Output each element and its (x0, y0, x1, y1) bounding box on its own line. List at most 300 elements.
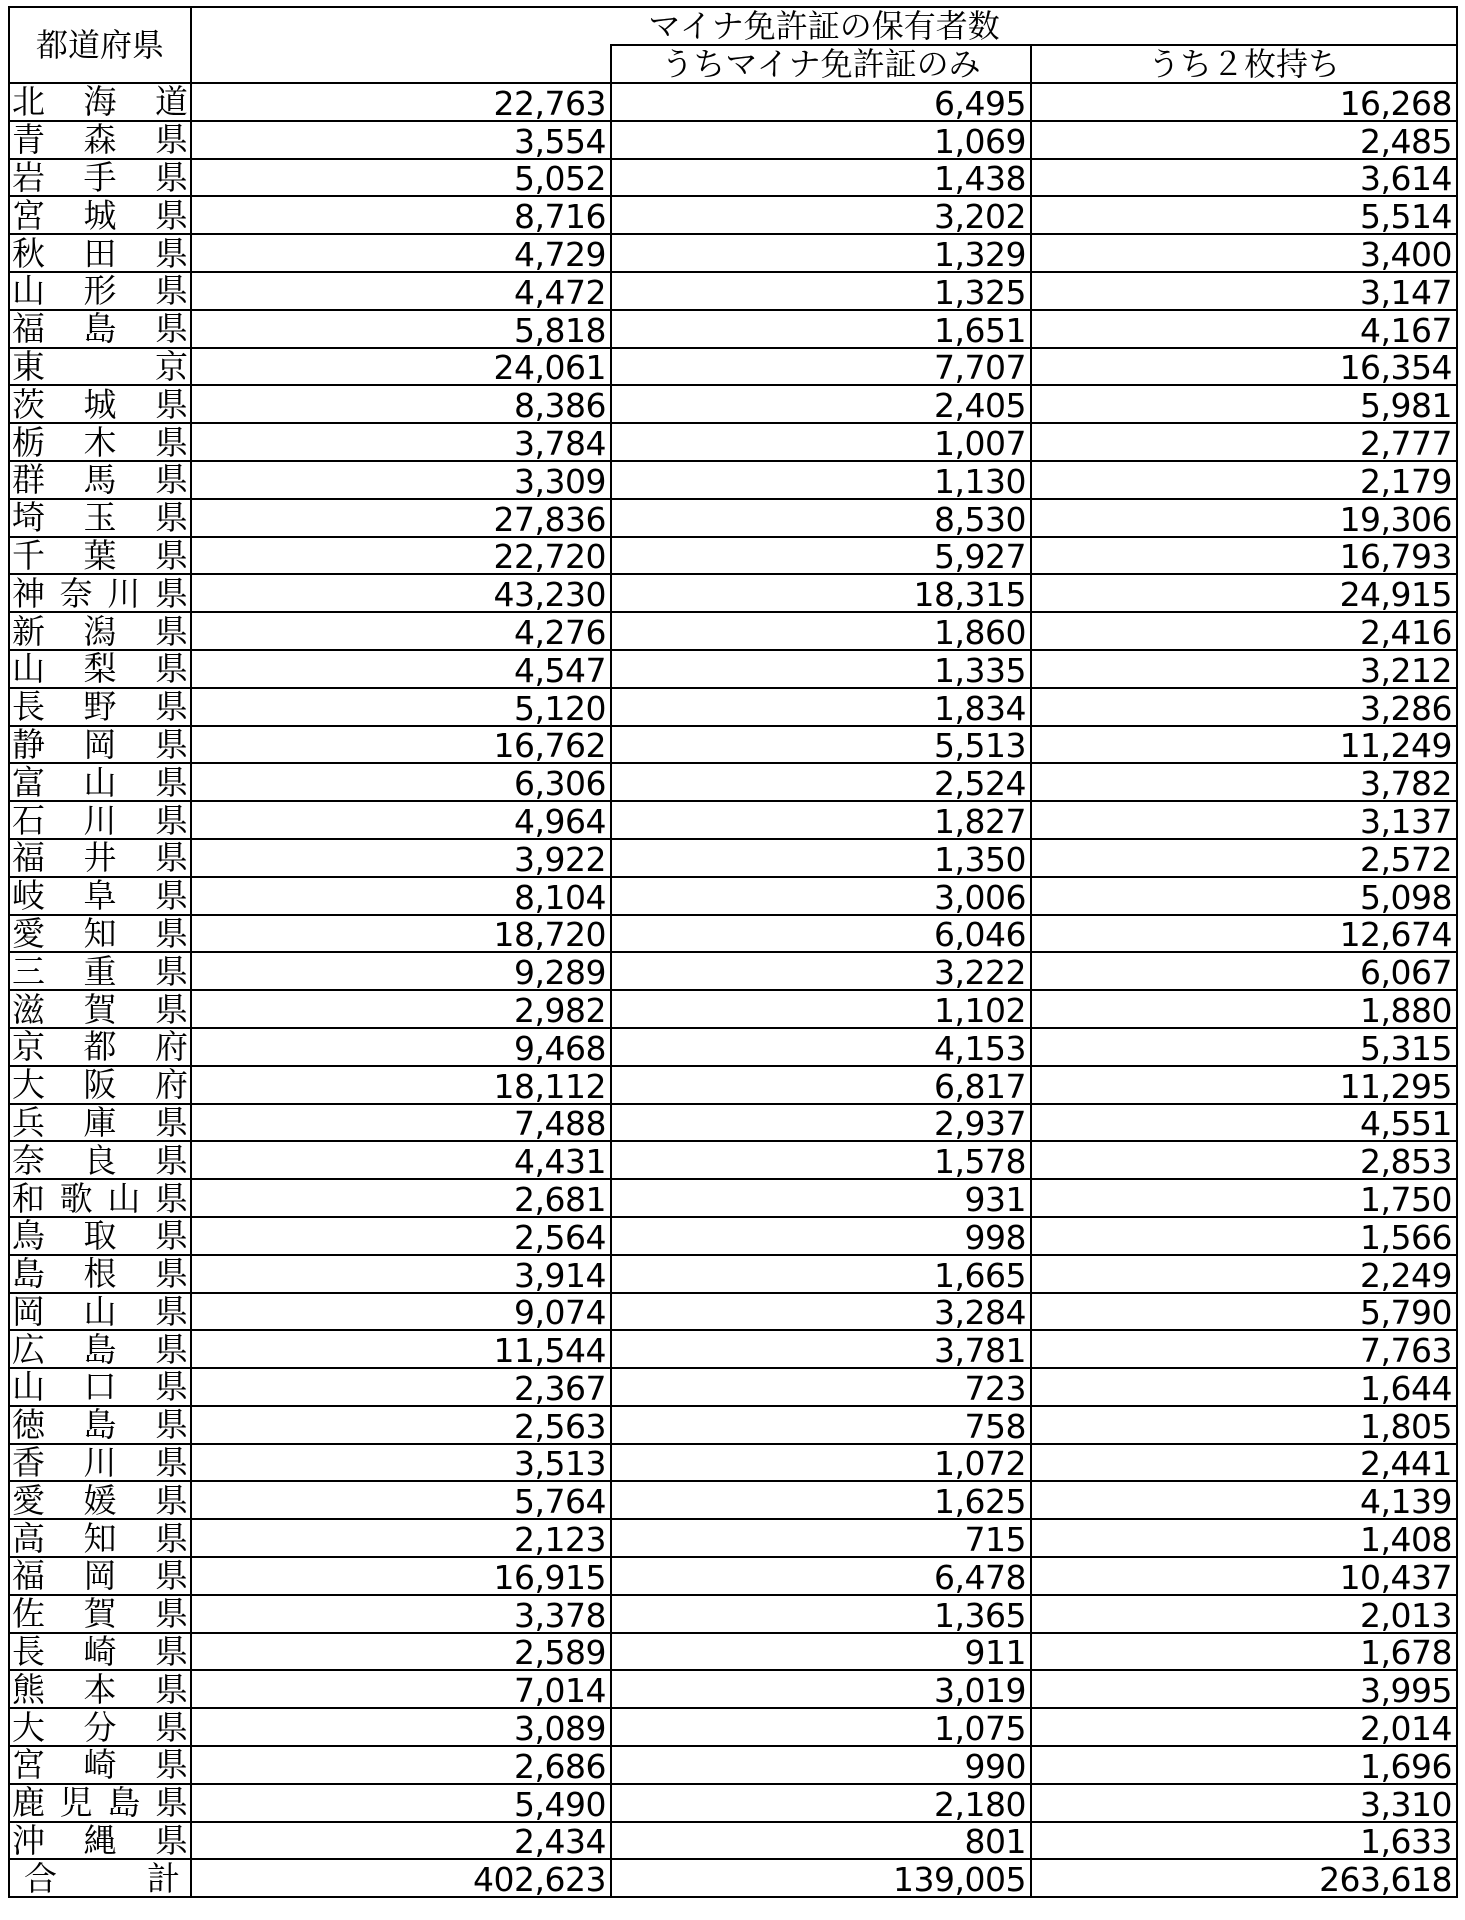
prefecture-cell (9, 990, 191, 1028)
prefecture-name (12, 649, 190, 688)
only-cell: 6,817 (611, 1066, 1031, 1104)
only-cell: 1,860 (611, 612, 1031, 650)
prefecture-char: 県 (155, 990, 188, 1028)
table-row (9, 1330, 1457, 1368)
prefecture-cell (9, 1368, 191, 1406)
table-row (9, 1444, 1457, 1482)
prefecture-name (12, 725, 190, 764)
prefecture-char: 県 (155, 271, 188, 310)
prefecture-holders-table (8, 6, 1458, 1898)
prefecture-char: 形 (83, 271, 117, 310)
only-cell: 1,834 (611, 688, 1031, 726)
prefecture-name (12, 1179, 190, 1217)
prefecture-char: 県 (155, 725, 188, 764)
prefecture-name (12, 952, 190, 991)
both-cell: 1,566 (1031, 1217, 1457, 1255)
prefecture-char: 口 (83, 1368, 117, 1406)
prefecture-char: 兵 (12, 1103, 45, 1142)
prefecture-char: 県 (155, 952, 188, 991)
prefecture-char: 佐 (12, 1594, 45, 1633)
both-cell: 5,098 (1031, 877, 1457, 915)
header-both: うち２枚持ち (1031, 45, 1457, 83)
both-cell: 16,793 (1031, 537, 1457, 575)
total-cell: 3,922 (191, 839, 611, 877)
prefecture-char: 県 (155, 1670, 188, 1709)
prefecture-char: 熊 (12, 1670, 45, 1709)
prefecture-char: 取 (83, 1216, 117, 1255)
total-cell: 2,681 (191, 1179, 611, 1217)
prefecture-char: 鹿 (12, 1783, 45, 1822)
table-row (9, 1595, 1457, 1633)
prefecture-char: 府 (155, 1065, 188, 1104)
prefecture-char: 県 (154, 574, 188, 613)
prefecture-name (12, 1670, 190, 1709)
only-cell: 2,524 (611, 763, 1031, 801)
prefecture-char: 山 (12, 649, 45, 688)
both-cell: 2,179 (1031, 461, 1457, 499)
total-cell: 22,763 (191, 83, 611, 121)
prefecture-char: 島 (12, 1254, 45, 1293)
prefecture-char: 川 (83, 1443, 117, 1482)
prefecture-cell (9, 385, 191, 423)
only-cell: 7,707 (611, 348, 1031, 386)
both-cell: 5,514 (1031, 196, 1457, 234)
only-cell: 931 (611, 1179, 1031, 1217)
prefecture-char: 愛 (12, 1481, 45, 1520)
prefecture-char: 手 (83, 158, 117, 197)
total-cell: 5,120 (191, 688, 611, 726)
prefecture-char: 知 (83, 1519, 117, 1558)
both-cell: 3,147 (1031, 272, 1457, 310)
both-cell: 16,268 (1031, 83, 1457, 121)
only-cell: 1,075 (611, 1708, 1031, 1746)
both-cell: 3,400 (1031, 234, 1457, 272)
prefecture-char: 県 (155, 196, 188, 235)
prefecture-char: 阪 (83, 1065, 117, 1104)
total-label-char: 計 (147, 1859, 180, 1898)
prefecture-cell (9, 348, 191, 386)
only-cell: 1,665 (611, 1255, 1031, 1293)
prefecture-char: 県 (155, 1254, 188, 1293)
only-cell: 6,046 (611, 915, 1031, 953)
prefecture-cell (9, 839, 191, 877)
header-holders: マイナ免許証の保有者数 (191, 7, 1457, 45)
prefecture-char: 川 (83, 801, 117, 839)
prefecture-char: 岡 (83, 1557, 117, 1595)
total-cell: 3,089 (191, 1708, 611, 1746)
table-row (9, 159, 1457, 197)
table-row (9, 196, 1457, 234)
total-cell: 4,431 (191, 1141, 611, 1179)
total-cell: 4,729 (191, 234, 611, 272)
prefecture-name (12, 1746, 190, 1784)
both-cell: 11,249 (1031, 726, 1457, 764)
prefecture-char: 福 (12, 838, 45, 877)
prefecture-char: 宮 (12, 1746, 45, 1784)
prefecture-char: 大 (12, 1065, 45, 1104)
prefecture-name (12, 536, 190, 575)
prefecture-char: 城 (83, 196, 117, 235)
only-cell: 1,651 (611, 310, 1031, 348)
total-cell: 4,276 (191, 612, 611, 650)
only-cell: 8,530 (611, 499, 1031, 537)
both-cell: 1,633 (1031, 1822, 1457, 1860)
both-cell: 5,790 (1031, 1293, 1457, 1331)
prefecture-char: 県 (155, 763, 188, 802)
prefecture-cell (9, 1028, 191, 1066)
prefecture-char: 都 (83, 1027, 117, 1066)
prefecture-cell (9, 612, 191, 650)
prefecture-name (12, 1103, 190, 1142)
both-cell: 19,306 (1031, 499, 1457, 537)
both-cell: 1,678 (1031, 1633, 1457, 1671)
prefecture-char: 県 (155, 1557, 188, 1595)
prefecture-char: 賀 (83, 1594, 117, 1633)
both-cell: 1,880 (1031, 990, 1457, 1028)
prefecture-char: 山 (12, 271, 45, 310)
prefecture-cell (9, 1255, 191, 1293)
prefecture-char: 富 (12, 763, 45, 802)
table-row (9, 461, 1457, 499)
prefecture-cell (9, 650, 191, 688)
total-cell: 2,434 (191, 1822, 611, 1860)
prefecture-name (12, 1632, 190, 1671)
total-cell: 5,490 (191, 1784, 611, 1822)
prefecture-char: 県 (155, 1330, 188, 1369)
only-cell: 1,625 (611, 1481, 1031, 1519)
prefecture-name (12, 1708, 190, 1747)
prefecture-char: 県 (155, 649, 188, 688)
only-cell: 3,222 (611, 952, 1031, 990)
prefecture-cell (9, 801, 191, 839)
both-cell: 3,212 (1031, 650, 1457, 688)
prefecture-char: 歌 (59, 1179, 93, 1217)
prefecture-name (12, 234, 190, 272)
prefecture-cell (9, 272, 191, 310)
table-row (9, 1104, 1457, 1142)
prefecture-char: 島 (107, 1783, 141, 1822)
prefecture-char: 県 (155, 1216, 188, 1255)
prefecture-name (12, 1027, 190, 1066)
prefecture-cell (9, 159, 191, 197)
prefecture-char: 山 (12, 1368, 45, 1406)
prefecture-char: 県 (155, 536, 188, 575)
prefecture-name (12, 120, 190, 159)
only-cell: 5,927 (611, 537, 1031, 575)
prefecture-char: 重 (83, 952, 117, 991)
prefecture-cell (9, 1822, 191, 1860)
only-cell: 1,325 (611, 272, 1031, 310)
prefecture-char: 県 (155, 1481, 188, 1520)
prefecture-char: 神 (12, 574, 45, 613)
prefecture-char: 知 (83, 914, 117, 953)
total-cell: 16,762 (191, 726, 611, 764)
prefecture-char: 奈 (12, 1141, 45, 1180)
total-cell: 9,468 (191, 1028, 611, 1066)
total-cell: 2,563 (191, 1406, 611, 1444)
prefecture-char: 県 (155, 687, 188, 726)
table-row (9, 1557, 1457, 1595)
prefecture-char: 県 (155, 612, 188, 650)
table-row (9, 801, 1457, 839)
prefecture-cell (9, 1066, 191, 1104)
table-row (9, 1670, 1457, 1708)
both-cell: 2,777 (1031, 423, 1457, 461)
prefecture-name (12, 1821, 190, 1860)
prefecture-char: 広 (12, 1330, 45, 1369)
table-row (9, 1293, 1457, 1331)
prefecture-char: 県 (155, 234, 188, 272)
header-row-2 (9, 45, 1457, 83)
prefecture-cell (9, 83, 191, 121)
only-cell: 5,513 (611, 726, 1031, 764)
prefecture-name (12, 914, 190, 953)
only-cell: 2,405 (611, 385, 1031, 423)
total-cell: 4,964 (191, 801, 611, 839)
prefecture-char: 千 (12, 536, 45, 575)
table-row (9, 915, 1457, 953)
prefecture-char: 森 (83, 120, 117, 159)
prefecture-char: 県 (155, 1821, 188, 1860)
prefecture-cell (9, 763, 191, 801)
prefecture-char: 滋 (12, 990, 45, 1028)
only-cell: 723 (611, 1368, 1031, 1406)
only-cell: 6,495 (611, 83, 1031, 121)
prefecture-name (12, 423, 190, 461)
total-cell: 2,589 (191, 1633, 611, 1671)
grand-total-cell: 402,623 (191, 1859, 611, 1897)
prefecture-char: 県 (155, 1368, 188, 1406)
prefecture-char: 梨 (83, 649, 117, 688)
prefecture-char: 山 (83, 763, 117, 802)
prefecture-char: 島 (83, 1405, 117, 1444)
table-row (9, 1066, 1457, 1104)
prefecture-char: 井 (83, 838, 117, 877)
only-cell: 1,007 (611, 423, 1031, 461)
prefecture-cell (9, 1481, 191, 1519)
table-row (9, 952, 1457, 990)
prefecture-char: 島 (83, 309, 117, 348)
prefecture-char: 県 (155, 1141, 188, 1180)
prefecture-cell (9, 1217, 191, 1255)
table-row (9, 121, 1457, 159)
both-cell: 12,674 (1031, 915, 1457, 953)
prefecture-cell (9, 877, 191, 915)
total-cell: 4,472 (191, 272, 611, 310)
both-cell: 16,354 (1031, 348, 1457, 386)
prefecture-char: 和 (12, 1179, 45, 1217)
prefecture-char: 沖 (12, 1821, 45, 1860)
total-cell: 5,818 (191, 310, 611, 348)
prefecture-cell (9, 461, 191, 499)
prefecture-cell (9, 1557, 191, 1595)
prefecture-char: 香 (12, 1443, 45, 1482)
prefecture-cell (9, 499, 191, 537)
prefecture-char: 県 (155, 1443, 188, 1482)
prefecture-char: 徳 (12, 1405, 45, 1444)
prefecture-char: 県 (155, 801, 188, 839)
prefecture-char: 福 (12, 309, 45, 348)
table-row (9, 1217, 1457, 1255)
both-cell: 4,167 (1031, 310, 1457, 348)
prefecture-cell (9, 915, 191, 953)
table-row (9, 499, 1457, 537)
prefecture-char: 東 (12, 347, 45, 386)
prefecture-char: 高 (12, 1519, 45, 1558)
table-row (9, 1822, 1457, 1860)
prefecture-char: 県 (155, 1594, 188, 1633)
total-cell: 3,513 (191, 1444, 611, 1482)
both-cell: 4,551 (1031, 1104, 1457, 1142)
both-cell: 5,981 (1031, 385, 1457, 423)
only-cell: 801 (611, 1822, 1031, 1860)
total-cell: 11,544 (191, 1330, 611, 1368)
table-row (9, 1633, 1457, 1671)
table-row (9, 272, 1457, 310)
prefecture-char: 県 (155, 1103, 188, 1142)
total-cell: 3,309 (191, 461, 611, 499)
prefecture-char: 山 (107, 1179, 141, 1217)
table-row (9, 1141, 1457, 1179)
prefecture-name (12, 838, 190, 877)
total-label-cell (9, 1859, 191, 1897)
table-row (9, 877, 1457, 915)
prefecture-cell (9, 234, 191, 272)
prefecture-cell (9, 1670, 191, 1708)
prefecture-name (12, 309, 190, 348)
prefecture-cell (9, 1330, 191, 1368)
prefecture-char: 野 (83, 687, 117, 726)
prefecture-name (12, 574, 190, 613)
prefecture-name (12, 1141, 190, 1180)
table-row (9, 688, 1457, 726)
table-row (9, 990, 1457, 1028)
table-row (9, 83, 1457, 121)
prefecture-char: 愛 (12, 914, 45, 953)
total-cell: 2,564 (191, 1217, 611, 1255)
prefecture-char: 川 (107, 574, 141, 613)
total-row (9, 1859, 1457, 1897)
table-row (9, 612, 1457, 650)
table-row (9, 310, 1457, 348)
prefecture-cell (9, 1293, 191, 1331)
prefecture-cell (9, 196, 191, 234)
prefecture-char: 木 (83, 423, 117, 461)
total-cell: 22,720 (191, 537, 611, 575)
prefecture-char: 奈 (59, 574, 93, 613)
both-cell: 4,139 (1031, 1481, 1457, 1519)
total-cell: 7,014 (191, 1670, 611, 1708)
prefecture-name (12, 158, 190, 197)
prefecture-name (12, 763, 190, 802)
prefecture-char: 大 (12, 1708, 45, 1747)
prefecture-char: 県 (155, 1708, 188, 1747)
header-total-blank (191, 45, 611, 83)
prefecture-cell (9, 1519, 191, 1557)
prefecture-cell (9, 1784, 191, 1822)
both-cell: 6,067 (1031, 952, 1457, 990)
prefecture-char: 県 (155, 876, 188, 915)
prefecture-char: 崎 (83, 1746, 117, 1784)
only-cell: 1,365 (611, 1595, 1031, 1633)
prefecture-char: 庫 (83, 1103, 117, 1142)
prefecture-name (12, 612, 190, 650)
prefecture-name (12, 196, 190, 235)
only-cell: 911 (611, 1633, 1031, 1671)
prefecture-cell (9, 310, 191, 348)
total-label-char: 合 (24, 1859, 57, 1898)
only-cell: 998 (611, 1217, 1031, 1255)
prefecture-char: 青 (12, 120, 45, 159)
prefecture-char: 群 (12, 460, 45, 499)
prefecture-char: 田 (83, 234, 117, 272)
only-cell: 715 (611, 1519, 1031, 1557)
total-cell: 9,289 (191, 952, 611, 990)
only-cell: 3,006 (611, 877, 1031, 915)
both-cell: 2,853 (1031, 1141, 1457, 1179)
prefecture-name (12, 498, 190, 537)
prefecture-cell (9, 1595, 191, 1633)
total-cell: 4,547 (191, 650, 611, 688)
both-cell: 2,014 (1031, 1708, 1457, 1746)
both-cell: 7,763 (1031, 1330, 1457, 1368)
prefecture-cell (9, 1104, 191, 1142)
total-cell: 8,716 (191, 196, 611, 234)
prefecture-name (12, 1594, 190, 1633)
only-cell: 2,937 (611, 1104, 1031, 1142)
prefecture-cell (9, 952, 191, 990)
header-prefecture: 都道府県 (9, 7, 191, 83)
prefecture-name (12, 385, 190, 424)
total-cell: 3,914 (191, 1255, 611, 1293)
table-row (9, 1255, 1457, 1293)
both-cell: 1,696 (1031, 1746, 1457, 1784)
grand-both-cell: 263,618 (1031, 1859, 1457, 1897)
total-cell: 8,386 (191, 385, 611, 423)
prefecture-name (12, 1330, 190, 1369)
total-cell: 2,123 (191, 1519, 611, 1557)
prefecture-name (12, 83, 190, 121)
prefecture-char: 静 (12, 725, 45, 764)
table-row (9, 234, 1457, 272)
total-cell: 3,554 (191, 121, 611, 159)
prefecture-name (12, 1292, 190, 1331)
prefecture-char: 潟 (83, 612, 117, 650)
table-row (9, 763, 1457, 801)
prefecture-char: 県 (155, 1292, 188, 1331)
table-row (9, 726, 1457, 764)
only-cell: 3,284 (611, 1293, 1031, 1331)
prefecture-char: 県 (155, 120, 188, 159)
table-row (9, 1028, 1457, 1066)
total-cell: 2,982 (191, 990, 611, 1028)
prefecture-char: 県 (155, 1405, 188, 1444)
prefecture-name (12, 460, 190, 499)
prefecture-char: 賀 (83, 990, 117, 1028)
prefecture-char: 埼 (12, 498, 45, 537)
prefecture-char: 府 (155, 1027, 188, 1066)
prefecture-char: 城 (83, 385, 117, 424)
prefecture-char: 県 (155, 309, 188, 348)
prefecture-char: 岐 (12, 876, 45, 915)
table-row (9, 1708, 1457, 1746)
table-row (9, 650, 1457, 688)
both-cell: 3,286 (1031, 688, 1457, 726)
prefecture-char: 根 (83, 1254, 117, 1293)
prefecture-name (12, 1405, 190, 1444)
prefecture-char: 県 (155, 460, 188, 499)
both-cell: 11,295 (1031, 1066, 1457, 1104)
